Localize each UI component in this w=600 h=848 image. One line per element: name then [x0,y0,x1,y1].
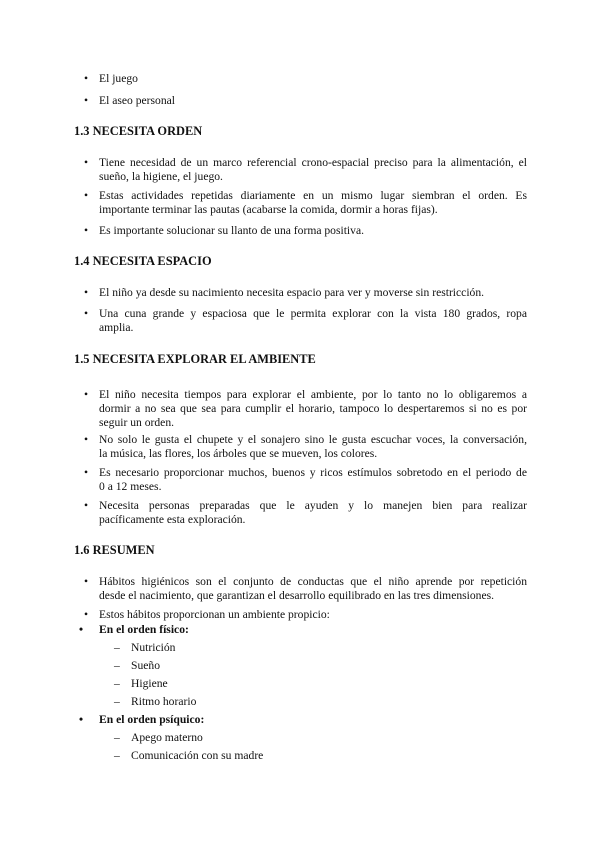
bullet: • [83,94,89,107]
bullet: • [83,388,89,401]
bullet: • [83,224,89,237]
bullet: • [83,466,89,479]
list-item: Tiene necesidad de un marco referencial crono-espacial preciso para la alimentación, el sueño, la higiene, el juego. [99,156,527,183]
bullet: • [78,623,84,636]
dash-bullet: – [114,659,120,672]
bullet: • [83,307,89,320]
list-item: El niño ya desde su nacimiento necesita espacio para ver y moverse sin restricción. [99,286,485,299]
bullet: • [78,713,84,726]
section-heading: 1.3 NECESITA ORDEN [74,124,203,138]
list-item: Es importante solucionar su llanto de una forma positiva. [99,224,364,237]
bullet: • [83,608,89,621]
dash-bullet: – [114,641,120,654]
section-heading: 1.6 RESUMEN [74,543,155,557]
sub-list-item: Comunicación con su madre [131,749,264,762]
list-item: El aseo personal [99,94,175,107]
bullet: • [83,499,89,512]
dash-bullet: – [114,677,120,690]
list-item: Estos hábitos proporcionan un ambiente propicio: [99,608,330,621]
list-item: El juego [99,72,138,85]
bullet: • [83,575,89,588]
sub-list-item: Ritmo horario [131,695,197,708]
dash-bullet: – [114,731,120,744]
list-item: El niño necesita tiempos para explorar el ambiente, por lo tanto no lo obligaremos a dormir a no sea que sea para cumplir el horario, tampoco lo despertaremos si no es por seguir un orden. [99,388,527,429]
dash-bullet: – [114,749,120,762]
dash-bullet: – [114,695,120,708]
bullet: • [83,156,89,169]
list-item: Es necesario proporcionar muchos, buenos y ricos estímulos sobretodo en el periodo de 0 a 12 meses. [99,466,527,493]
sub-list-item: Sueño [131,659,160,672]
sub-list-item: Nutrición [131,641,176,654]
bullet: • [83,433,89,446]
sub-list-item: Higiene [131,677,168,690]
subsection-label: En el orden psíquico: [99,713,205,726]
section-heading: 1.4 NECESITA ESPACIO [74,254,212,268]
sub-list-item: Apego materno [131,731,203,744]
list-item: Necesita personas preparadas que le ayuden y lo manejen bien para realizar pacíficamente esta exploración. [99,499,527,526]
bullet: • [83,72,89,85]
section-heading: 1.5 NECESITA EXPLORAR EL AMBIENTE [74,352,316,366]
list-item: Estas actividades repetidas diariamente en un mismo lugar siembran el orden. Es importante terminar las pautas (acabarse la comida, dormir a horas fijas). [99,189,527,216]
list-item: Hábitos higiénicos son el conjunto de conductas que el niño aprende por repetición desde el nacimiento, que garantizan el desarrollo equilibrado en las tres dimensiones. [99,575,527,602]
subsection-label: En el orden físico: [99,623,189,636]
list-item: Una cuna grande y espaciosa que le permita explorar con la vista 180 grados, ropa amplia. [99,307,527,334]
bullet: • [83,286,89,299]
list-item: No solo le gusta el chupete y el sonajero sino le gusta escuchar voces, la conversación, la música, las flores, los árboles que se mueven, los colores. [99,433,527,460]
bullet: • [83,189,89,202]
